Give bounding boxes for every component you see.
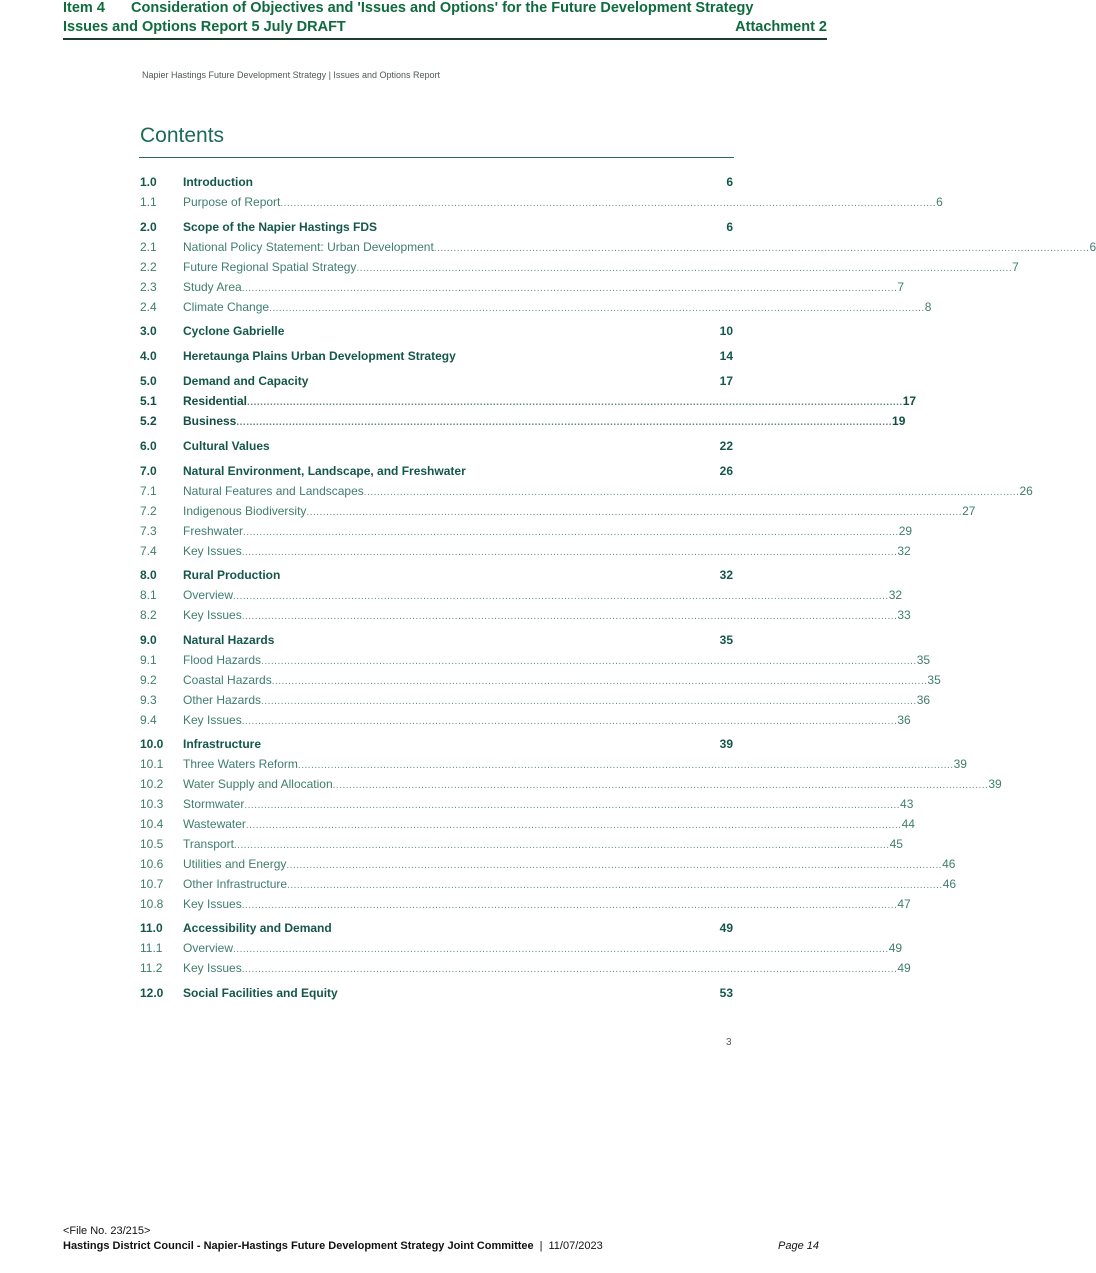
- toc-page-number: 7: [897, 280, 905, 294]
- toc-subsection-row[interactable]: [140, 938, 903, 958]
- toc-page-number: 19: [892, 414, 906, 428]
- toc-number: 10.3: [140, 797, 164, 811]
- toc-page-number: 8: [924, 300, 932, 314]
- toc-leader-dots: ........................................................................................................................................................................................................: [233, 944, 889, 955]
- toc-number: 7.4: [140, 544, 157, 558]
- toc-leader-dots: ........................................................................................................................................................................................................: [241, 611, 898, 622]
- toc-number: 1.0: [140, 175, 157, 189]
- toc-leader-dots: ........................................................................................................................................................................................................: [241, 900, 898, 911]
- toc-subsection-row[interactable]: [140, 297, 932, 317]
- toc-label: Flood Hazards: [183, 653, 262, 667]
- toc-page-number: 53: [719, 986, 733, 1000]
- toc-page-number: 26: [719, 464, 733, 478]
- toc-page-number: 6: [726, 220, 733, 234]
- toc-section-row[interactable]: [140, 983, 733, 1003]
- toc-leader-dots: ........................................................................................................................................................................................................: [306, 507, 963, 518]
- toc-number: 3.0: [140, 324, 157, 338]
- toc-page-number: 36: [897, 713, 911, 727]
- toc-page-number: 32: [888, 588, 903, 602]
- toc-leader-dots: ........................................................................................................................................................................................................: [247, 397, 903, 408]
- toc-section-row[interactable]: [140, 734, 733, 754]
- toc-subsection-row[interactable]: [140, 854, 956, 874]
- toc-number: 7.3: [140, 524, 157, 538]
- file-number: <File No. 23/215>: [63, 1225, 151, 1237]
- agenda-subtitle-line: [63, 17, 827, 40]
- toc-page-number: 33: [897, 608, 911, 622]
- footer-page-label: Page 14: [778, 1240, 819, 1252]
- toc-label: Key Issues: [183, 897, 242, 911]
- toc-label: Residential: [183, 394, 248, 408]
- page-footer: [63, 1224, 819, 1254]
- toc-label: Freshwater: [183, 524, 244, 538]
- toc-number: 10.4: [140, 817, 164, 831]
- toc-leader-dots: ........................................................................................................................................................................................................: [297, 760, 954, 771]
- toc-label: Climate Change: [183, 300, 270, 314]
- toc-number: 2.3: [140, 280, 157, 294]
- toc-subsection-row[interactable]: [140, 814, 915, 834]
- toc-label: Demand and Capacity: [183, 374, 309, 388]
- toc-section-row[interactable]: [140, 346, 733, 366]
- toc-page-number: 32: [897, 544, 911, 558]
- toc-subsection-row[interactable]: [140, 521, 913, 541]
- toc-label: Study Area: [183, 280, 242, 294]
- toc-subsection-row[interactable]: [140, 192, 943, 212]
- toc-label: Other Hazards: [183, 693, 262, 707]
- toc-number: 2.0: [140, 220, 157, 234]
- toc-label: Business: [183, 414, 237, 428]
- footer-line: [63, 1238, 819, 1254]
- toc-page-number: 39: [719, 737, 733, 751]
- toc-leader-dots: ........................................................................................................................................................................................................: [241, 716, 898, 727]
- toc-label: Rural Production: [183, 568, 281, 582]
- toc-page-number: 17: [719, 374, 733, 388]
- toc-subsection-row[interactable]: [140, 391, 917, 411]
- toc-subsection-row[interactable]: [140, 958, 911, 978]
- toc-leader-dots: ........................................................................................................................................................................................................: [271, 676, 928, 687]
- toc-label: Scope of the Napier Hastings FDS: [183, 220, 378, 234]
- toc-label: Social Facilities and Equity: [183, 986, 338, 1000]
- toc-number: 8.1: [140, 588, 157, 602]
- toc-number: 5.1: [140, 394, 157, 408]
- toc-page-number: 6: [726, 175, 733, 189]
- toc-number: 11.0: [140, 921, 163, 935]
- toc-page-number: 14: [719, 349, 733, 363]
- toc-page-number: 45: [889, 837, 903, 851]
- toc-label: Key Issues: [183, 961, 242, 975]
- toc-leader-dots: ........................................................................................................................................................................................................: [363, 487, 1020, 498]
- toc-number: 5.2: [140, 414, 157, 428]
- toc-page-number: 35: [916, 653, 931, 667]
- toc-label: Key Issues: [183, 544, 242, 558]
- footer-org: Hastings District Council - Napier-Hastings Future Development Strategy Joint Committee: [63, 1240, 534, 1252]
- toc-section-row[interactable]: [140, 217, 733, 237]
- toc-section-row[interactable]: [140, 630, 733, 650]
- toc-page-number: 27: [962, 504, 976, 518]
- toc-number: 10.5: [140, 837, 164, 851]
- toc-page-number: 49: [897, 961, 911, 975]
- toc-leader-dots: ........................................................................................................................................................................................................: [261, 696, 917, 707]
- toc-number: 10.0: [140, 737, 164, 751]
- toc-label: Purpose of Report: [183, 195, 281, 209]
- toc-subsection-row[interactable]: [140, 794, 914, 814]
- toc-subsection-row[interactable]: [140, 277, 905, 297]
- toc-leader-dots: ........................................................................................................................................................................................................: [241, 283, 898, 294]
- toc-number: 5.0: [140, 374, 157, 388]
- agenda-item-title: Consideration of Objectives and 'Issues and Options' for the Future Development Strategy: [131, 0, 754, 16]
- toc-subsection-row[interactable]: [140, 690, 931, 710]
- toc-number: 11.2: [140, 961, 163, 975]
- toc-section-row[interactable]: [140, 172, 733, 192]
- toc-subsection-row[interactable]: [140, 874, 957, 894]
- toc-section-row[interactable]: [140, 461, 733, 481]
- toc-label: Accessibility and Demand: [183, 921, 332, 935]
- toc-number: 9.2: [140, 673, 157, 687]
- toc-page-number: 35: [719, 633, 733, 647]
- toc-leader-dots: ........................................................................................................................................................................................................: [233, 840, 890, 851]
- toc-subsection-row[interactable]: [140, 501, 976, 521]
- toc-number: 7.2: [140, 504, 157, 518]
- toc-section-row[interactable]: [140, 918, 733, 938]
- toc-leader-dots: ........................................................................................................................................................................................................: [236, 417, 893, 428]
- contents-divider: [139, 157, 734, 158]
- toc-leader-dots: ........................................................................................................................................................................................................: [280, 198, 937, 209]
- toc-subsection-row[interactable]: [140, 650, 931, 670]
- toc-number: 10.8: [140, 897, 164, 911]
- toc-label: Water Supply and Allocation: [183, 777, 333, 791]
- toc-label: Transport: [183, 837, 234, 851]
- toc-page-number: 49: [888, 941, 903, 955]
- toc-leader-dots: ........................................................................................................................................................................................................: [241, 547, 898, 558]
- toc-number: 2.2: [140, 260, 157, 274]
- toc-label: Future Regional Spatial Strategy: [183, 260, 357, 274]
- toc-leader-dots: ........................................................................................................................................................................................................: [241, 964, 898, 975]
- agenda-header: [63, 0, 827, 40]
- toc-subsection-row[interactable]: [140, 237, 1096, 257]
- toc-number: 11.1: [140, 941, 163, 955]
- toc-subsection-row[interactable]: [140, 481, 1033, 501]
- toc-number: 6.0: [140, 439, 157, 453]
- toc-page-number: 32: [719, 568, 733, 582]
- toc-section-row[interactable]: [140, 321, 733, 341]
- toc-subsection-row[interactable]: [140, 710, 911, 730]
- toc-number: 10.7: [140, 877, 164, 891]
- toc-subsection-row[interactable]: [140, 585, 903, 605]
- toc-leader-dots: ........................................................................................................................................................................................................: [244, 800, 901, 811]
- toc-leader-dots: ........................................................................................................................................................................................................: [286, 860, 943, 871]
- running-header: Napier Hastings Future Development Strategy | Issues and Options Report: [142, 70, 440, 80]
- attachment-label: Attachment 2: [735, 19, 827, 35]
- toc-number: 9.1: [140, 653, 157, 667]
- toc-label: Infrastructure: [183, 737, 262, 751]
- toc-number: 8.0: [140, 568, 157, 582]
- toc-label: Natural Hazards: [183, 633, 275, 647]
- toc-page-number: 10: [719, 324, 733, 338]
- document-page-number: 3: [726, 1037, 732, 1048]
- toc-label: Wastewater: [183, 817, 246, 831]
- toc-section-row[interactable]: [140, 371, 733, 391]
- toc-page-number: 35: [927, 673, 941, 687]
- toc-section-row[interactable]: [140, 565, 733, 585]
- toc-label: Cultural Values: [183, 439, 270, 453]
- toc-number: 9.4: [140, 713, 157, 727]
- footer-org-info: [63, 1238, 603, 1254]
- toc-page-number: 39: [988, 777, 1002, 791]
- toc-subsection-row[interactable]: [140, 894, 911, 914]
- toc-page-number: 29: [898, 524, 913, 538]
- toc-label: Introduction: [183, 175, 253, 189]
- toc-page-number: 46: [942, 857, 956, 871]
- toc-page-number: 49: [719, 921, 733, 935]
- toc-label: Stormwater: [183, 797, 245, 811]
- toc-label: Natural Environment, Landscape, and Freshwater: [183, 464, 466, 478]
- toc-subsection-row[interactable]: [140, 834, 903, 854]
- contents-title: Contents: [140, 124, 225, 147]
- toc-page-number: 39: [953, 757, 967, 771]
- toc-page-number: 6: [1089, 240, 1096, 254]
- toc-page-number: 17: [902, 394, 917, 408]
- toc-subsection-row[interactable]: [140, 411, 906, 431]
- toc-leader-dots: ........................................................................................................................................................................................................: [245, 820, 902, 831]
- toc-number: 8.2: [140, 608, 157, 622]
- toc-leader-dots: ........................................................................................................................................................................................................: [356, 263, 1013, 274]
- toc-number: 9.0: [140, 633, 157, 647]
- toc-page-number: 47: [897, 897, 911, 911]
- toc-label: Heretaunga Plains Urban Development Strategy: [183, 349, 456, 363]
- toc-subsection-row[interactable]: [140, 754, 967, 774]
- toc-page-number: 7: [1012, 260, 1019, 274]
- toc-label: Key Issues: [183, 713, 242, 727]
- toc-number: 1.1: [140, 195, 157, 209]
- toc-label: Coastal Hazards: [183, 673, 272, 687]
- toc-leader-dots: ........................................................................................................................................................................................................: [261, 656, 917, 667]
- toc-number: 7.0: [140, 464, 157, 478]
- toc-number: 10.2: [140, 777, 164, 791]
- toc-page-number: 43: [900, 797, 914, 811]
- toc-page-number: 26: [1019, 484, 1033, 498]
- toc-page-number: 44: [901, 817, 915, 831]
- toc-number: 12.0: [140, 986, 164, 1000]
- toc-number: 4.0: [140, 349, 157, 363]
- toc-label: Cyclone Gabrielle: [183, 324, 285, 338]
- toc-label: Other Infrastructure: [183, 877, 288, 891]
- toc-label: National Policy Statement: Urban Development: [183, 240, 434, 254]
- toc-label: Overview: [183, 941, 234, 955]
- toc-subsection-row[interactable]: [140, 774, 1002, 794]
- toc-page-number: 6: [936, 195, 943, 209]
- toc-leader-dots: ........................................................................................................................................................................................................: [233, 591, 889, 602]
- toc-subsection-row[interactable]: [140, 605, 911, 625]
- toc-number: 9.3: [140, 693, 157, 707]
- toc-label: Overview: [183, 588, 234, 602]
- toc-subsection-row[interactable]: [140, 257, 1019, 277]
- toc-label: Utilities and Energy: [183, 857, 287, 871]
- toc-leader-dots: ........................................................................................................................................................................................................: [269, 303, 925, 314]
- footer-date: 11/07/2023: [548, 1240, 603, 1252]
- toc-leader-dots: ........................................................................................................................................................................................................: [332, 780, 989, 791]
- toc-page-number: 22: [719, 439, 733, 453]
- toc-number: 2.1: [140, 240, 157, 254]
- toc-number: 10.6: [140, 857, 164, 871]
- toc-label: Indigenous Biodiversity: [183, 504, 307, 518]
- toc-subsection-row[interactable]: [140, 541, 911, 561]
- toc-leader-dots: ........................................................................................................................................................................................................: [287, 880, 943, 891]
- toc-section-row[interactable]: [140, 436, 733, 456]
- toc-leader-dots: ........................................................................................................................................................................................................: [243, 527, 899, 538]
- toc-subsection-row[interactable]: [140, 670, 941, 690]
- toc-label: Natural Features and Landscapes: [183, 484, 364, 498]
- footer-separator: |: [539, 1240, 543, 1252]
- toc-number: 10.1: [140, 757, 164, 771]
- toc-page-number: 36: [916, 693, 931, 707]
- toc-leader-dots: ........................................................................................................................................................................................................: [433, 243, 1090, 254]
- agenda-item-line: [63, 0, 827, 17]
- toc-page-number: 46: [942, 877, 957, 891]
- report-subtitle: Issues and Options Report 5 July DRAFT: [63, 19, 346, 35]
- toc-number: 2.4: [140, 300, 157, 314]
- toc-label: Key Issues: [183, 608, 242, 622]
- toc-label: Three Waters Reform: [183, 757, 298, 771]
- toc-number: 7.1: [140, 484, 157, 498]
- agenda-item-number: Item 4: [63, 0, 105, 16]
